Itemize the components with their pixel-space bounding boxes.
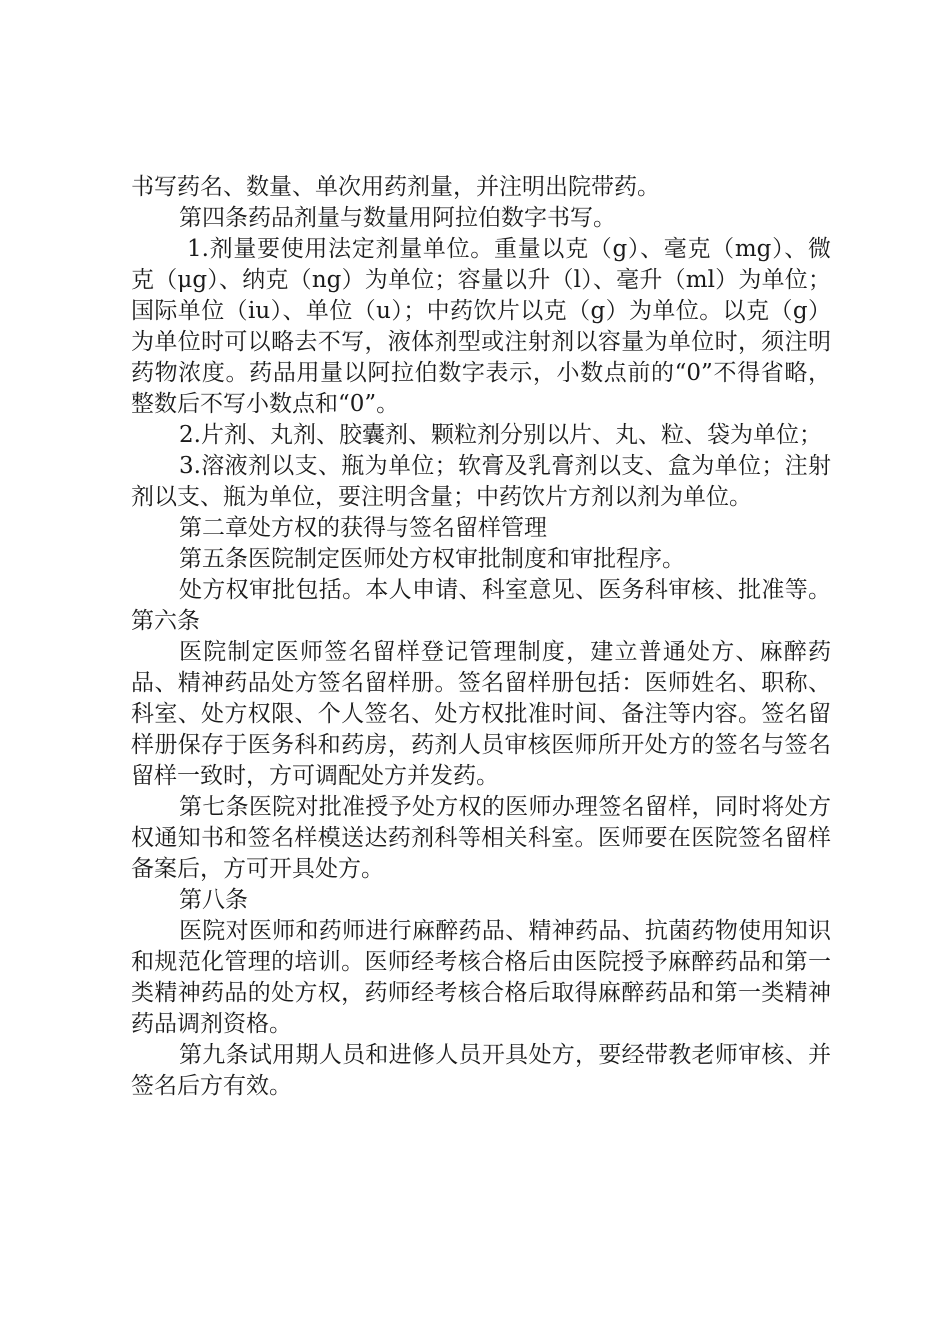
paragraph-article-5: 第五条医院制定医师处方权审批制度和审批程序。: [179, 546, 685, 572]
paragraph-signature-registry: 医院制定医师签名留样登记管理制度，建立普通处方、麻醉药品、精神药品处方签名留样册。签名留样册包括：医师姓名、职称、科室、处方权限、个人签名、处方权批准时间、备注等内容。签名留样册保存于医务科和药房，药剂人员审核医师所开处方的签名与签名留样一致时，方可调配处方并发药。: [131, 639, 831, 789]
paragraph-article-8-heading: 第八条: [179, 887, 248, 913]
paragraph-article-7: 第七条医院对批准授予处方权的医师办理签名留样，同时将处方权通知书和签名样模送达药剂科等相关科室。医师要在医院签名留样备案后，方可开具处方。: [131, 794, 831, 882]
document-page: [131, 172, 831, 1102]
paragraph-article-9: 第九条试用期人员和进修人员开具处方，要经带教老师审核、并签名后方有效。: [131, 1042, 831, 1099]
chapter-2-heading: 第二章处方权的获得与签名留样管理: [179, 515, 547, 541]
paragraph-training: 医院对医师和药师进行麻醉药品、精神药品、抗菌药物使用知识和规范化管理的培训。医师经考核合格后由医院授予麻醉药品和第一类精神药品的处方权，药师经考核合格后取得麻醉药品和第一类精神药品调剂资格。: [131, 918, 831, 1037]
paragraph-discharge-medication: 书写药名、数量、单次用药剂量，并注明出院带药。: [131, 174, 660, 200]
paragraph-solution-units: 3.溶液剂以支、瓶为单位；软膏及乳膏剂以支、盒为单位；注射剂以支、瓶为单位，要注明含量；中药饮片方剂以剂为单位。: [131, 453, 831, 510]
paragraph-tablet-units: 2.片剂、丸剂、胶囊剂、颗粒剂分别以片、丸、粒、袋为单位；: [179, 422, 822, 448]
paragraph-approval-process: 处方权审批包括。本人申请、科室意见、医务科审核、批准等。第六条: [131, 577, 831, 634]
paragraph-dose-units: 1.剂量要使用法定剂量单位。重量以克（g）、毫克（mg）、微克（μg）、纳克（ng）为单位；容量以升（l）、毫升（ml）为单位；国际单位（iu）、单位（u）；中药饮片以克（g）为单位。以克（g）为单位时可以略去不写，液体剂型或注射剂以容量为单位时，须注明药物浓度。药品用量以阿拉伯数字表示，小数点前的“0”不得省略，整数后不写小数点和“0”。: [131, 236, 831, 417]
paragraph-article-4: 第四条药品剂量与数量用阿拉伯数字书写。: [179, 205, 616, 231]
